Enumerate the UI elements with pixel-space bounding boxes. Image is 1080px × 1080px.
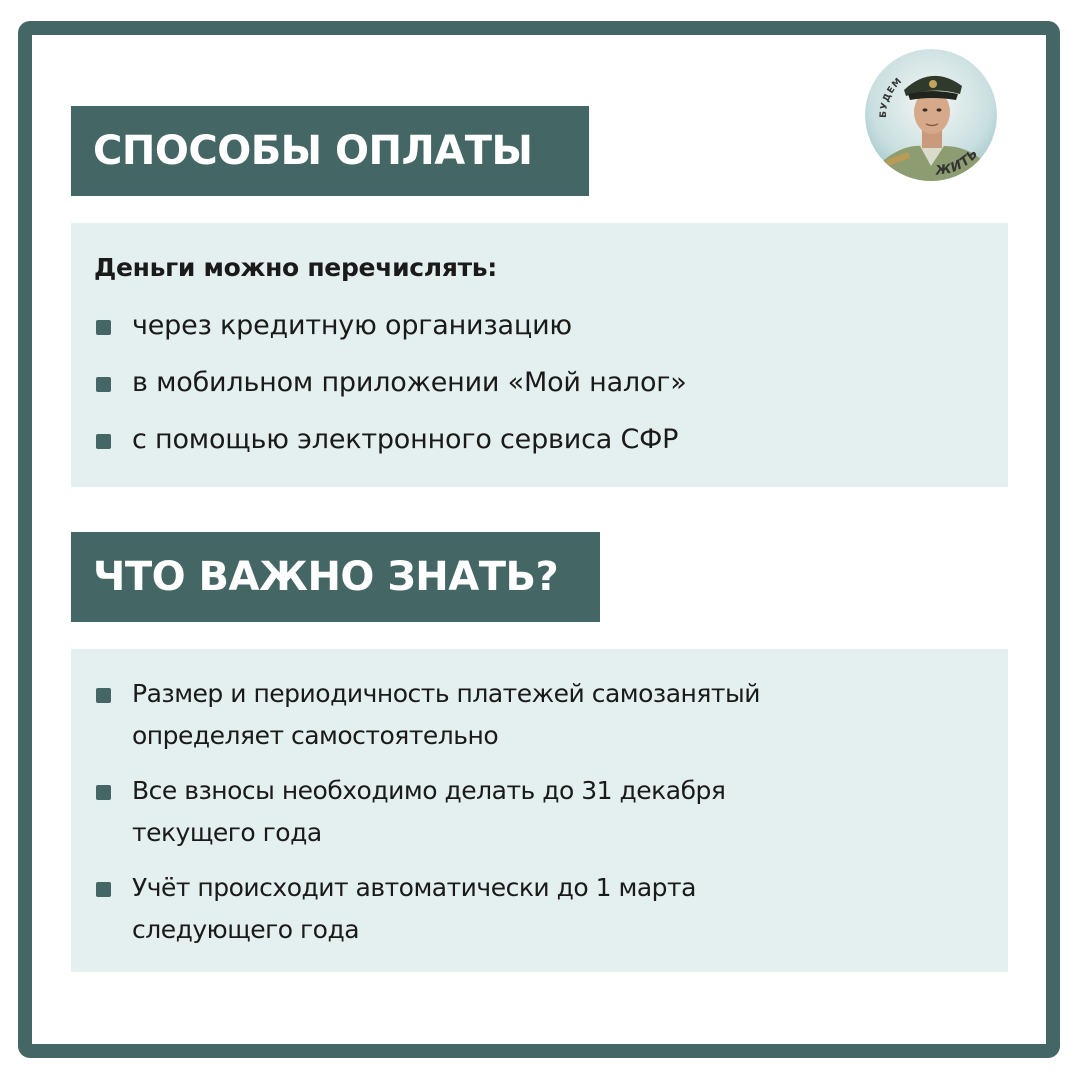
bullet-square-icon [96, 320, 111, 335]
section-important-title: ЧТО ВАЖНО ЗНАТЬ? [71, 532, 600, 622]
important-info-list [96, 673, 760, 964]
bullet-square-icon [96, 688, 111, 703]
list-item-line-2: текущего года [132, 818, 322, 847]
important-info-panel [71, 649, 1008, 972]
list-item-text: в мобильном приложении «Мой налог» [132, 367, 687, 398]
payment-methods-list [96, 308, 687, 479]
bullet-square-icon [96, 434, 111, 449]
bullet-square-icon [96, 785, 111, 800]
list-item-line-2: следующего года [132, 915, 360, 944]
badge-bottom-text: ЖИТЬ [934, 145, 983, 179]
list-item [96, 308, 687, 365]
payment-methods-panel [71, 223, 1008, 487]
list-item [96, 365, 687, 422]
list-item-text: с помощью электронного сервиса СФР [132, 424, 679, 455]
soldier-portrait-icon [864, 48, 998, 182]
bullet-square-icon [96, 377, 111, 392]
list-item [96, 867, 760, 951]
list-item [96, 770, 760, 854]
payment-lead-text: Деньги можно перечислять: [94, 253, 497, 282]
list-item-line-2: определяет самостоятельно [132, 721, 499, 750]
list-item-line-1: Размер и периодичность платежей самозанятый [132, 679, 760, 708]
badge-top-text: БУДЕМ [878, 75, 905, 119]
list-item [96, 422, 687, 479]
list-item-line-1: Учёт происходит автоматически до 1 марта [132, 873, 696, 902]
list-item-line-1: Все взносы необходимо делать до 31 декабря [132, 776, 726, 805]
list-item [96, 673, 760, 757]
list-item-text: через кредитную организацию [132, 310, 572, 341]
bullet-square-icon [96, 882, 111, 897]
section-payment-title: СПОСОБЫ ОПЛАТЫ [71, 106, 589, 196]
